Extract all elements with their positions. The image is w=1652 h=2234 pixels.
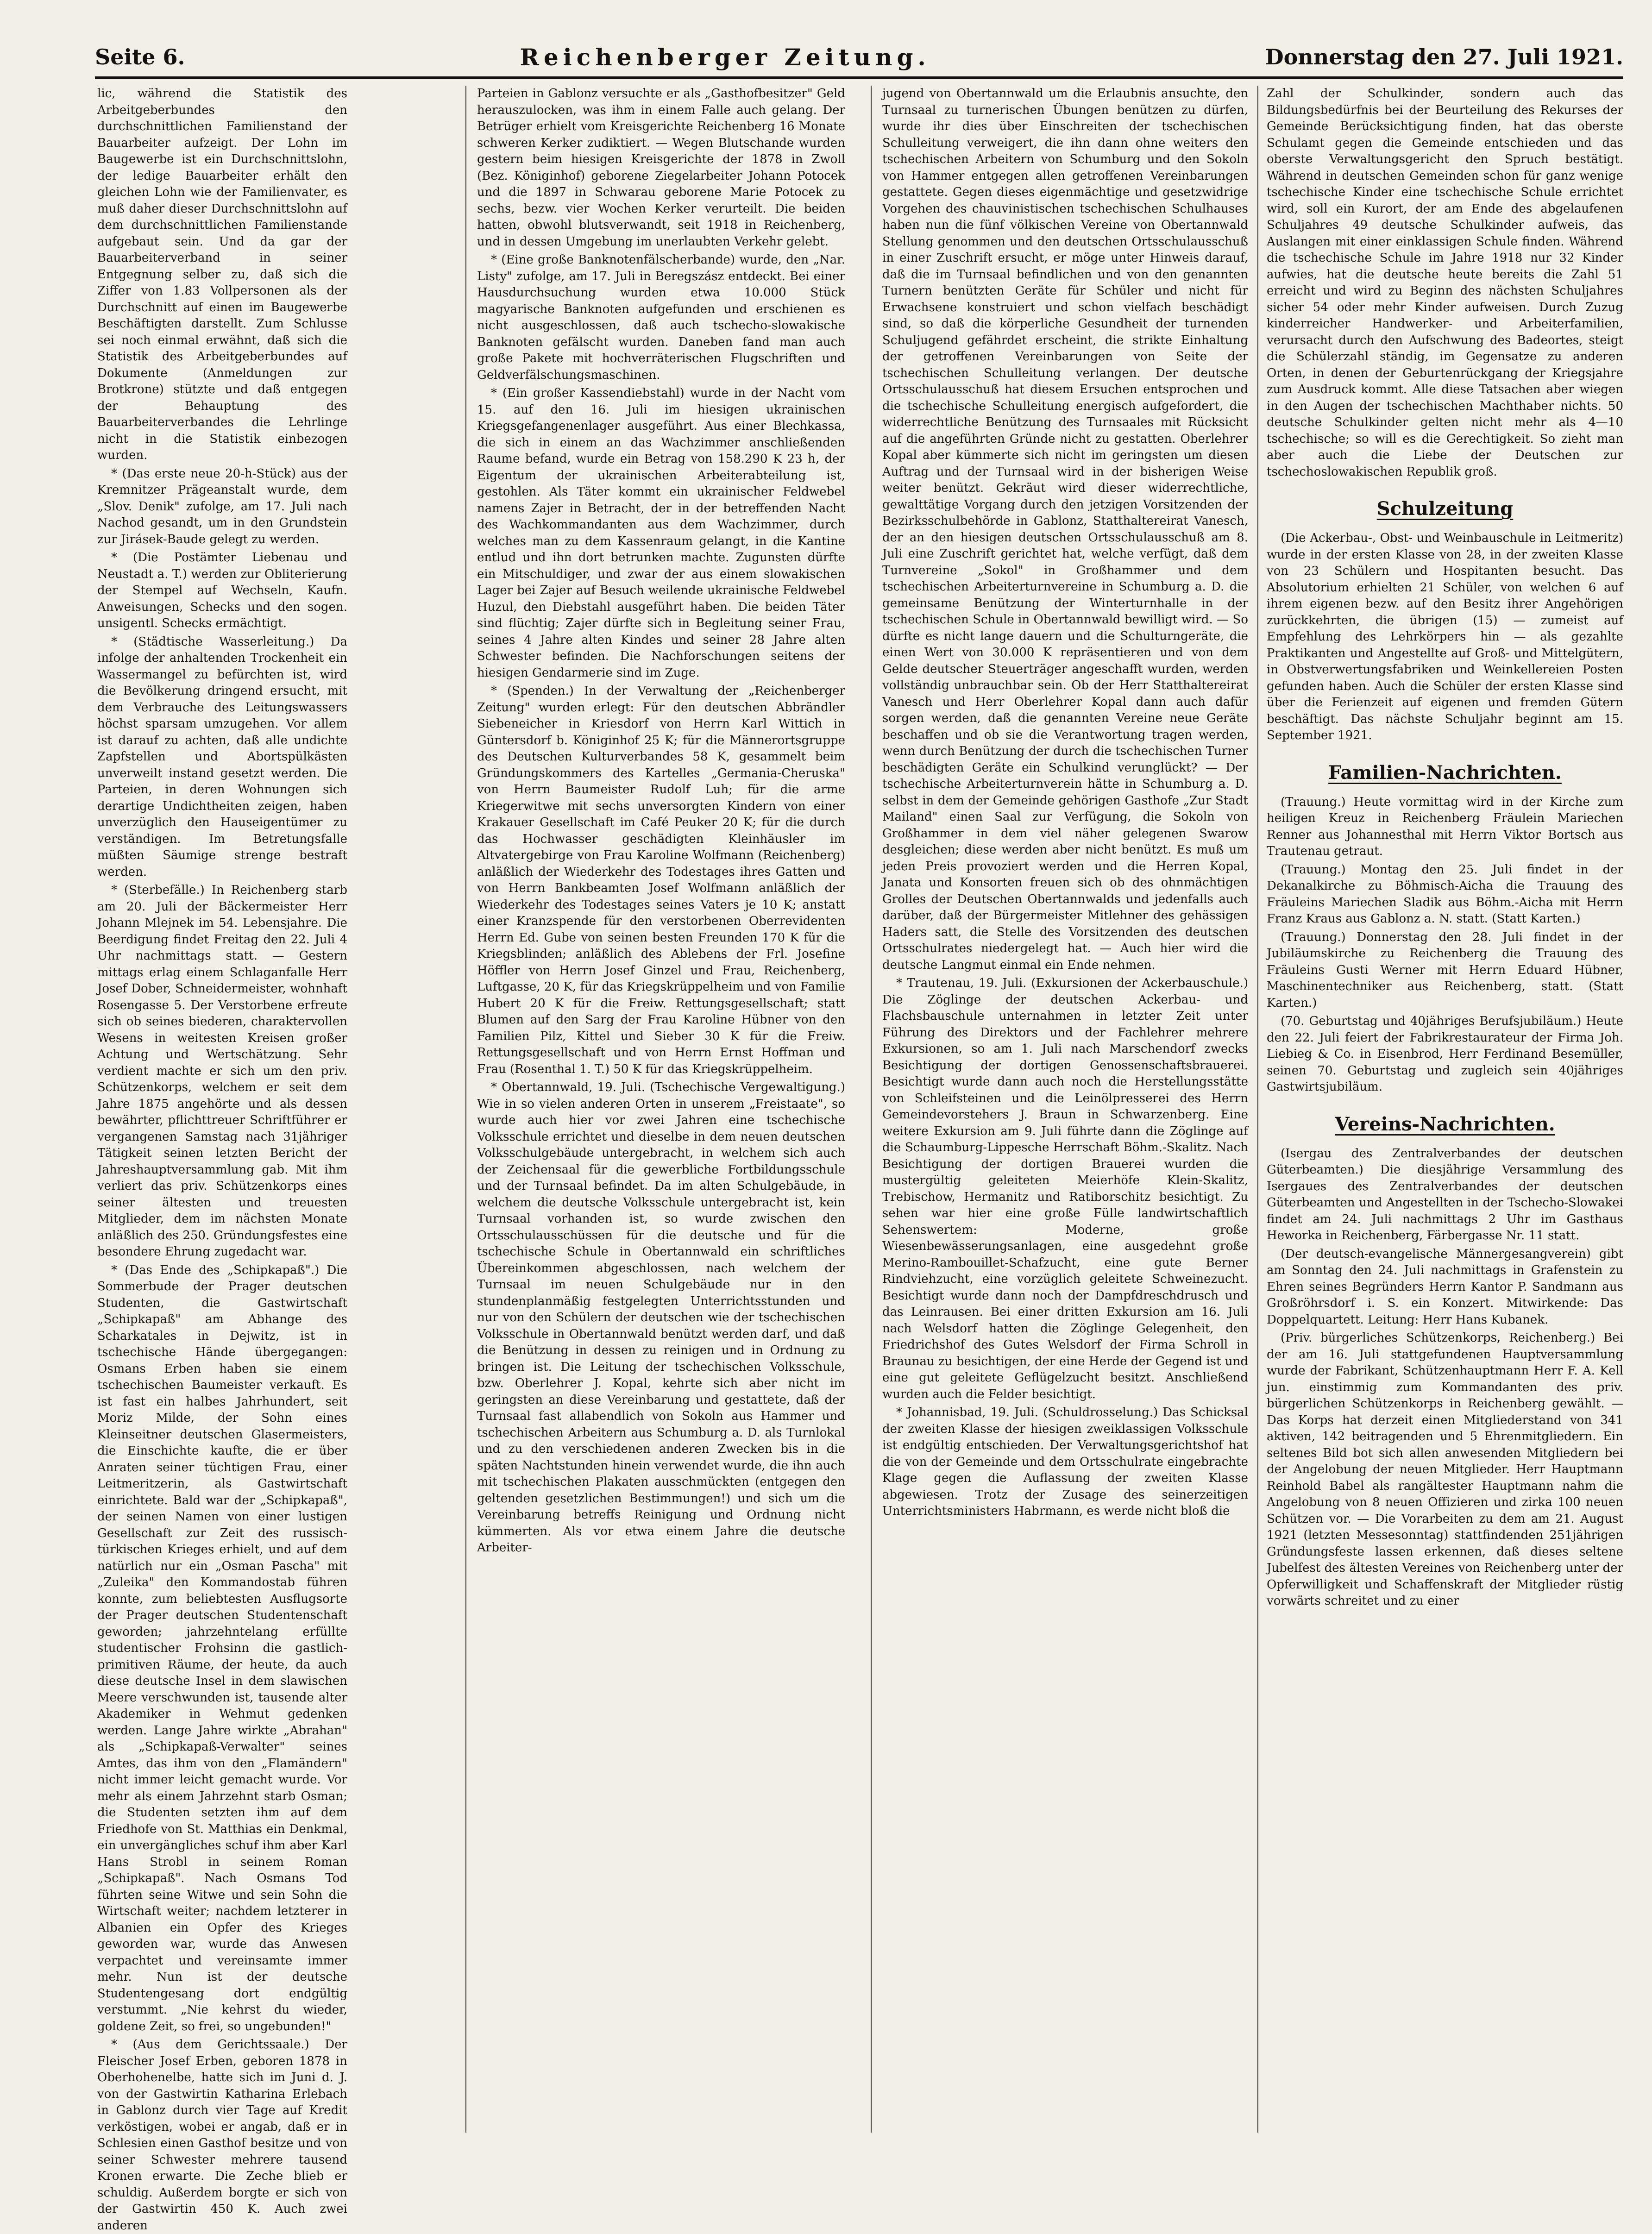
paragraph: (Isergau des Zentralverbandes der deutschen Güterbeamten.) Die diesjährige Versammlung des Isergaues des Zentralverbandes der deutschen Güterbeamten und Angestellten in der Tschecho-Slowakei findet am 24. Juli nachmittags 2 Uhr im Gasthaus Heworka in Reichenberg, Färbergasse Nr. 11 statt. — [1267, 1146, 1623, 1243]
paragraph: * (Sterbefälle.) In Reichenberg starb am 20. Juli der Bäckermeister Herr Johann Mlejnek im 54. Lebensjahre. Die Beerdigung findet Freitag den 22. Juli 4 Uhr nachmittags statt. — Gestern mittags erlag einem Schlaganfalle Herr Josef Dober, Schneidermeister, wohnhaft Rosengasse 5. Der Verstorbene erfreute sich ob seines biederen, charaktervollen Wesens in weitesten Kreisen großer Achtung und Wertschätzung. Sehr verdient machte er sich um den priv. Schützenkorps, welchem er seit dem Jahre 1875 angehörte und als dessen bewährter, pflichttreuer Schriftführer er vergangenen Samstag nach 31jähriger Tätigkeit seinen letzten Bericht der Jahreshauptversammlung gab. Mit ihm verliert das priv. Schützenkorps eines seiner ältesten und treuesten Mitglieder, dem im nächsten Monate anläßlich des 250. Gründungsfestes eine besondere Ehrung zugedacht war. — [97, 883, 347, 1259]
column-divider — [871, 86, 872, 2133]
paragraph: (Der deutsch-evangelische Männergesangverein) gibt am Sonntag den 24. Juli nachmittags in Grafenstein zu Ehren seines Begründers Herrn Kantor P. Sandmann aus Großröhrsdorf i. S. ein Konzert. Mitwirkende: Das Doppelquartett. Leitung: Herr Hans Kubanek. — [1267, 1247, 1623, 1327]
paragraph: (70. Geburtstag und 40jähriges Berufsjubiläum.) Heute den 22. Juli feiert der Fabrikrestaurateur der Firma Joh. Liebieg & Co. in Eisenbrod, Herr Ferdinand Besemüller, seinen 70. Geburtstag und zugleich sein 40jähriges Gastwirtsjubiläum. — [1267, 1014, 1623, 1094]
paragraph: * (Aus dem Gerichtssaale.) Der Fleischer Josef Erben, geboren 1878 in Oberhohenelbe, hatte sich im Juni d. J. von der Gastwirtin Katharina Erlebach in Gablonz durch vier Tage auf Kredit verköstigen, wobei er angab, daß er in Schlesien einen Gasthof besitze und von seiner Schwester mehrere tausend Kronen erwarte. Die Zeche blieb er schuldig. Außerdem borgte er sich von der Gastwirtin 450 K. Auch zwei anderen — [97, 2038, 347, 2233]
paragraph: (Trauung.) Heute vormittag wird in der Kirche zum heiligen Kreuz in Reichenberg Fräulein Mariechen Renner aus Johannesthal mit Herrn Viktor Bortsch aus Trautenau getraut. — [1267, 795, 1623, 858]
column-1 — [97, 86, 347, 2233]
paragraph: * (Das Ende des „Schipkapaß".) Die Sommerbude der Prager deutschen Studenten, die Gastwirtschaft „Schipkapaß" am Abhange des Scharkatales in Dejwitz, ist in tschechische Hände übergegangen: Osmans Erben haben sie einem tschechischen Baumeister verkauft. Es ist fast ein halbes Jahrhundert, seit Moriz Milde, der Sohn eines Kleinseitner deutschen Glasermeisters, die Einschichte kaufte, die er über Anraten seiner tüchtigen Frau, einer Leitmeritzerin, als Gastwirtschaft einrichtete. Bald war der „Schipkapaß", der seinen Namen von einer lustigen Gesellschaft zur Zeit des russisch-türkischen Krieges erhielt, und auf dem natürlich nur ein „Osman Pascha" mit „Zuleika" den Kommandostab führen konnte, zum beliebtesten Ausflugsorte der Prager deutschen Studentenschaft geworden; jahrzehntelang erfüllte studentischer Frohsinn die gastlich-primitiven Räume, der heute, da auch diese deutsche Insel in dem slawischen Meere verschwunden ist, tausende alter Akademiker in Wehmut gedenken werden. Lange Jahre wirkte „Abrahan" als „Schipkapaß-Verwalter" seines Amtes, das ihm von den „Flamändern" nicht immer leicht gemacht wurde. Vor mehr als einem Jahrzehnt starb Osman; die Studenten setzten ihm auf dem Friedhofe von St. Matthias ein Denkmal, ein unvergängliches schuf ihm aber Karl Hans Strobl in seinem Roman „Schipkapaß". Nach Osmans Tod führten seine Witwe und sein Sohn die Wirtschaft weiter; nachdem letzterer in Albanien ein Opfer des Krieges geworden war, wurde das Anwesen verpachtet und vereinsamte immer mehr. Nun ist der deutsche Studentengesang dort endgültig verstummt. „Nie kehrst du wieder, goldene Zeit, so frei, so ungebunden!" — [97, 1263, 347, 2033]
paragraph: * (Das erste neue 20-h-Stück) aus der Kremnitzer Prägeanstalt wurde, dem „Slov. Denik" zufolge, am 17. Juli nach Nachod gesandt, um in den Grundstein zur Jirásek-Baude gelegt zu werden. — [97, 466, 347, 546]
paragraph: * (Spenden.) In der Verwaltung der „Reichenberger Zeitung" wurden erlegt: Für den deutschen Abbrändler Siebeneicher in Kriesdorf von Herrn Karl Wittich in Güntersdorf b. Königinhof 25 K; für die Männerortsgruppe des Deutschen Kulturverbandes 58 K, gesammelt beim Gründungskommers des Kartelles „Germania-Cheruska" von Herrn Baumeister Rudolf Luh; für die arme Kriegerwitwe mit sechs unversorgten Kindern von einer Krakauer Gesellschaft im Café Peuker 20 K; für die durch das Hochwasser geschädigten Kleinhäusler im Altvatergebirge von Frau Karoline Wolfmann (Reichenberg) anläßlich der Wiederkehr des Todestages ihres Gatten und von Herrn Bankbeamten Josef Wolfmann anläßlich der Wiederkehr des Todestages seines Vaters je 10 K; anstatt einer Kranzspende für den verstorbenen Oberrevidenten Herrn Ed. Gube von seinen besten Freunden 170 K für die Kriegsblinden; anläßlich des Ablebens der Frl. Josefine Höffler von Herrn Josef Ginzel und Frau, Reichenberg, Luftgasse, 20 K, für das Kriegskrüppelheim und von Familie Hubert 20 K für die Freiw. Rettungsgesellschaft; statt Blumen auf den Sarg der Frau Karoline Hübner von den Familien Pilz, Kittel und Sieber 30 K für die Freiw. Rettungsgesellschaft und von Herrn Ernst Hoffman und Frau (Rosenthal 1. T.) 50 K für das Kriegskrüppelheim. — [477, 684, 845, 1076]
paragraph: * (Eine große Banknotenfälscherbande) wurde, den „Nar. Listy" zufolge, am 17. Juli in Beregszász entdeckt. Bei einer Hausdurchsuchung wurden etwa 10.000 Stück magyarische Banknoten aufgefunden und erschienen es nicht ausgeschlossen, daß auch tschecho-slowakische Banknoten gefälscht wurden. Daneben fand man auch große Pakete mit hochverräterischen Flugschriften und Geldverfälschungsmaschinen. — [477, 253, 845, 382]
paragraph: * Johannisbad, 19. Juli. (Schuldrosselung.) Das Schicksal der zweiten Klasse der hiesigen zweiklassigen Volksschule ist endgültig entschieden. Der Verwaltungsgerichtshof hat die von der Gemeinde und dem Ortsschulrate eingebrachte Klage gegen die Auflassung der zweiten Klasse abgewiesen. Trotz der Zusage des seinerzeitigen Unterrichtsministers Habrmann, es werde nicht bloß die — [882, 1406, 1248, 1518]
column-divider — [465, 86, 466, 2133]
paragraph: * Trautenau, 19. Juli. (Exkursionen der Ackerbauschule.) Die Zöglinge der deutschen Ackerbau- und Flachsbauschule unternahmen in letzter Zeit unter Führung des Direktors und der Fachlehrer mehrere Exkursionen, so am 1. Juli nach Marschendorf zwecks Besichtigung der dortigen Genossenschaftsbrauerei. Besichtigt wurde dann auch noch die Herstellungsstätte von Schleifsteinen und die Leinölpresserei des Herrn Gemeindevorstehers J. Braun in Schwarzenberg. Eine weitere Exkursion am 9. Juli führte dann die Zöglinge auf die Schaumburg-Lippesche Herrschaft Böhm.-Skalitz. Nach Besichtigung der dortigen Brauerei wurden die mustergültig geleiteten Meierhöfe Klein-Skalitz, Trebischow, Hermanitz und Ratiborschitz besichtigt. Zu sehen war hier eine große Fülle landwirtschaftlich Sehenswertem: Moderne, große Wiesenbewässerungsanlagen, eine ausgedehnt große Merino-Rambouillet-Schafzucht, eine gute Berner Rindviehzucht, eine vorzüglich geleitete Schweinezucht. Besichtigt wurde dann noch der Dampfdreschdrusch und das Leinrausen. Bei einer dritten Exkursion am 16. Juli nach Welsdorf hatten die Zöglinge Gelegenheit, den Friedrichshof des Gutes Welsdorf der Firma Schroll in Braunau zu besichtigen, der eine Herde der Gegend ist und eine gut geleitete Geflügelzucht besitzt. Anschließend wurden auch die Felder besichtigt. — [882, 976, 1248, 1401]
paragraph: (Trauung.) Montag den 25. Juli findet in der Dekanalkirche zu Böhmisch-Aicha die Trauung des Fräuleins Mariechen Sladik aus Böhm.-Aicha mit Herrn Franz Kraus aus Gablonz a. N. statt. (Statt Karten.) — [1267, 862, 1623, 926]
paragraph: * (Städtische Wasserleitung.) Da infolge der anhaltenden Trockenheit ein Wassermangel zu befürchten ist, wird die Bevölkerung dringend ersucht, mit dem Verbrauche des Leitungswassers höchst sparsam umzugehen. Vor allem ist darauf zu achten, daß alle undichte Zapfstellen und Abortspülkästen unverweilt instand gesetzt werden. Die Parteien, in deren Wohnungen sich derartige Undichtheiten zeigen, haben unverzüglich den Hauseigentümer zu verständigen. Im Betretungsfalle müßten Säumige strenge bestraft werden. — [97, 634, 347, 879]
paragraph: Parteien in Gablonz versuchte er als „Gasthofbesitzer" Geld herauszulocken, was ihm in einem Falle auch gelang. Der Betrüger erhielt vom Kreisgerichte Reichenberg 16 Monate schweren Kerker zudiktiert. — Wegen Blutschande wurden gestern beim hiesigen Kreisgerichte der 1878 in Zwoll (Bez. Königinhof) geborene Ziegelarbeiter Johann Potocek und die 1897 in Schwarau geborene Marie Potocek zu sechs, bezw. vier Wochen Kerker verurteilt. Die beiden hatten, obwohl blutsverwandt, seit 1918 in Reichenberg, und in dessen Umgebung im unerlaubten Verkehr gelebt. — [477, 87, 845, 249]
column-3 — [882, 86, 1248, 2133]
issue-date: Donnerstag den 27. Juli 1921. — [1265, 44, 1623, 69]
paragraph: (Priv. bürgerliches Schützenkorps, Reichenberg.) Bei der am 16. Juli stattgefundenen Hauptversammlung wurde der Fabrikant, Schützenhauptmann Herr F. A. Kell jun. einstimmig zum Kommandanten des priv. bürgerlichen Schützenkorps in Reichenberg gewählt. — Das Korps hat derzeit einen Mitgliederstand von 341 aktiven, 142 beitragenden und 5 Ehrenmitgliedern. Ein seltenes Bild bot sich allen anwesenden Mitgliedern bei der Angelobung der neuen Mitglieder. Herr Hauptmann Reinhold Babel als rangältester Hauptmann nahm die Angelobung von 8 neuen Offizieren und zirka 100 neuen Schützen vor. — Die Vorarbeiten zu dem am 21. August 1921 (letzten Messesonntag) stattfindenden 251jährigen Gründungsfeste lassen erkennen, daß dieses seltene Jubelfest des ältesten Vereines von Reichenberg unter der Opferwilligkeit und Schaffenskraft der Mitglieder rüstig vorwärts schreitet und zu einer — [1267, 1331, 1623, 1608]
masthead-rule — [95, 76, 1623, 79]
paragraph: * Obertannwald, 19. Juli. (Tschechische Vergewaltigung.) Wie in so vielen anderen Orten in unserem „Freistaate", so wurde auch hier vor zwei Jahren eine tschechische Volksschule errichtet und dieselbe in dem neuen deutschen Volksschulgebäude untergebracht, in welchem sich auch der Zeichensaal für die gewerbliche Fortbildungsschule und der Turnsaal befindet. Da im alten Schulgebäude, in welchem die deutsche Volksschule untergebracht ist, kein Turnsaal vorhanden ist, so wurde zwischen den Ortsschulausschüssen für die deutsche und für die tschechische Schule in Obertannwald ein schriftliches Übereinkommen abgeschlossen, nach welchem der Turnsaal im neuen Schulgebäude nur in den stundenplanmäßig festgelegten Unterrichtsstunden und nur von den Schülern der deutschen wie der tschechischen Volksschule in Obertannwald benützt werden darf, und daß die Benützung in dessen zu reinigen und in Ordnung zu bringen ist. Die Leitung der tschechischen Volksschule, bzw. Oberlehrer J. Kopal, kehrte sich aber nicht im geringsten an diese Vereinbarung und gestattete, daß der Turnsaal fast allabendlich von Sokoln aus Hammer und tschechischen Arbeitern aus Schumburg a. D. als Turnlokal und zu den verschiedenen anderen Zwecken bis in die späten Nachtstunden hinein verwendet wurde, die ihn auch mit tschechischen Plakaten ausschmückten (entgegen den geltenden gesetzlichen Bestimmungen!) und sich um die Vereinbarung betreffs Reinigung und Ordnung nicht kümmerten. Als vor etwa einem Jahre die deutsche Arbeiter- — [477, 1080, 845, 1555]
page-number: Seite 6. — [95, 44, 185, 69]
paragraph: (Trauung.) Donnerstag den 28. Juli findet in der Jubiläumskirche zu Reichenberg die Trauung des Fräuleins Gusti Werner mit Herrn Eduard Hübner, Maschinentechniker aus Reichenberg, statt. (Statt Karten.) — [1267, 930, 1623, 1010]
masthead — [95, 41, 1623, 73]
column-2 — [477, 86, 845, 2133]
paragraph: * (Ein großer Kassendiebstahl) wurde in der Nacht vom 15. auf den 16. Juli im hiesigen ukrainischen Kriegsgefangenenlager ausgeführt. Aus einer Blechkassa, die sich in einem an das Wachzimmer anschließenden Raume befand, wurde ein Betrag von 158.290 K 23 h, der Eigentum der ukrainischen Arbeiterabteilung ist, gestohlen. Als Täter kommt ein ukrainischer Feldwebel namens Zajer in Betracht, der in der betreffenden Nacht des Wachkommandanten aus dem Wachzimmer, durch welches man zu dem Kassenraum gelangt, in die Kantine entlud und ihn dort betrunken machte. Zugunsten dürfte ein Mitschuldiger, und zwar der aus einem slowakischen Lager bei Zajer auf Besuch weilende ukrainische Feldwebel Huzul, den Diebstahl ausgeführt haben. Die beiden Täter sind flüchtig; Zajer dürfte sich in Begleitung seiner Frau, seines 4 Jahre alten Kindes und seiner 28 Jahre alten Schwester befinden. Die Nachforschungen seitens der hiesigen Gendarmerie sind im Zuge. — [477, 386, 845, 680]
section-heading-clubs: Vereins-Nachrichten. — [1335, 1113, 1555, 1135]
paragraph: lic, während die Statistik des Arbeitgeberbundes den durchschnittlichen Familienstand der Bauarbeiter aufzeigt. Der Lohn im Baugewerbe ist ein Durchschnittslohn, der ledige Bauarbeiter erhält den gleichen Lohn wie der Familienvater, es muß daher dieser Durchschnittslohn auf dem durchschnittlichen Familienstande aufgebaut sein. Und da gar der Bauarbeiterverband in seiner Entgegnung selber zu, daß sich die Ziffer von 1.83 Vollpersonen als der Durchschnitt auf einen im Baugewerbe Beschäftigten darstellt. Zum Schlusse sei noch einmal erwähnt, daß sich die Statistik des Arbeitgeberbundes auf Dokumente (Anmeldungen zur Brotkrone) stützte und daß entgegen der Behauptung des Bauarbeiterverbandes die Lehrlinge nicht in die Statistik einbezogen wurden. — [97, 87, 347, 462]
column-4 — [1267, 86, 1623, 2133]
paragraph: * (Die Postämter Liebenau und Neustadt a. T.) werden zur Obliterierung der Stempel auf Wechseln, Kaufn. Anweisungen, Schecks und den sogen. unsigentl. Schecks ermächtigt. — [97, 551, 347, 630]
column-divider — [1257, 86, 1258, 2133]
section-heading-school: Schulzeitung — [1376, 498, 1514, 520]
paragraph: (Die Ackerbau-, Obst- und Weinbauschule in Leitmeritz) wurde in der ersten Klasse von 28, in der zweiten Klasse von 23 Schülern und Hospitanten besucht. Das Absolutorium erhielten 21 Schüler, von welchen 6 auf ihrem eigenen bezw. auf den Besitz ihrer Angehörigen zurückkehrten, die übrigen (15) — zumeist auf Empfehlung des Lehrkörpers hin — als gezahlte Praktikanten und Angestellte auf Groß- und Mittelgütern, in Obstverwertungsfabriken und Weinkellereien Posten gefunden haben. Auch die Schüler der ersten Klasse sind über die Ferienzeit auf eigenen und fremden Gütern beschäftigt. Das nächste Schuljahr beginnt am 15. September 1921. — [1267, 531, 1623, 742]
paragraph: Zahl der Schulkinder, sondern auch das Bildungsbedürfnis bei der Beurteilung des Rekurses der Gemeinde Berücksichtigung finden, hat das oberste Schulamt gegen die Gemeinde entschieden und das oberste Verwaltungsgericht den Spruch bestätigt. Während in deutschen Gemeinden schon für ganz wenige tschechische Kinder eine tschechische Schule errichtet wird, soll ein Kurort, der am Ende des abgelaufenen Schuljahres 49 deutsche Schulkinder aufweis, das Auslangen mit einer einklassigen Schule finden. Während die tschechische Schule im Jahre 1918 nur 32 Kinder aufwies, hat die deutsche heute bereits die Zahl 51 erreicht und wird zu Beginn des nächsten Schuljahres sicher 54 oder mehr Kinder aufweisen. Durch Zuzug kinderreicher Handwerker- und Arbeiterfamilien, verursacht durch den Aufschwung des Badeortes, steigt die Schülerzahl ständig, im Gegensatze zu anderen Orten, in denen der Geburtenrückgang der Kriegsjahre zum Ausdruck kommt. Alle diese Tatsachen aber wiegen in den Augen der tschechischen Machthaber nichts. 50 deutsche Schulkinder gelten nicht mehr als 4—10 tschechische; so will es die Gerechtigkeit. So zieht man aber auch die Liebe der Deutschen zur tschechoslowakischen Republik groß. — [1267, 87, 1623, 479]
section-heading-family: Familien-Nachrichten. — [1328, 761, 1562, 784]
paragraph: jugend von Obertannwald um die Erlaubnis ansuchte, den Turnsaal zu turnerischen Übungen benützen zu dürfen, wurde ihr dies über Einschreiten der tschechischen Schulleitung verweigert, die ihn dann ohne weiters den tschechischen Arbeitern von Schumburg und den Sokoln von Hammer entgegen allen getroffenen Vereinbarungen gestattete. Gegen dieses eigenmächtige und gesetzwidrige Vorgehen des chauvinistischen tschechischen Schulhauses haben nun die fünf völkischen Vereine von Obertannwald Stellung genommen und den deutschen Ortsschulausschuß in einer Zuschrift ersucht, er möge unter Hinweis darauf, daß die im Turnsaal befindlichen und von den genannten Turnern benützten Geräte für Schüler und nicht für Erwachsene konstruiert und schon vielfach beschädigt sind, so daß die körperliche Gesundheit der turnenden Schuljugend gefährdet erscheint, die strikte Einhaltung der getroffenen Vereinbarungen von Seite der tschechischen Schulleitung verlangen. Der deutsche Ortsschulausschuß hat diesem Ersuchen entsprochen und die tschechische Schulleitung energisch aufgefordert, die widerrechtliche Benützung des Turnsaales mit Rücksicht auf die angeführten Gründe nicht zu gestatten. Oberlehrer Kopal aber kümmerte sich nicht im geringsten um diesen Auftrag und der Turnsaal wird in der bisherigen Weise weiter benützt. Gekräut wird dieser widerrechtliche, gewalttätige Vorgang durch den jetzigen Vorsitzenden der Bezirksschulbehörde in Gablonz, Statthaltereirat Vanesch, der an den hiesigen deutschen Ortsschulausschuß am 8. Juli eine Zuschrift gerichtet hat, welche verfügt, daß dem Turnvereine „Sokol" in Großhammer und dem tschechischen Arbeiterturnvereine in Schumburg a. D. die gemeinsame Benützung der Winterturnhalle in der tschechischen Schule in Obertannwald bewilligt wird. — So dürfte es nicht lange dauern und die Schulturngeräte, die einen Wert von 30.000 K repräsentieren und von dem Gelde deutscher Steuerträger angeschafft wurden, werden vollständig unbrauchbar sein. Ob der Herr Statthaltereirat Vanesch und Herr Oberlehrer Kopal dann auch dafür sorgen werden, daß die genannten Vereine neue Geräte beschaffen und ob sie die Verantwortung tragen werden, wenn durch Benützung der durch die tschechischen Turner beschädigten Geräte ein Schulkind verunglückt? — Der tschechische Arbeiterturnverein hätte in Schumburg a. D. selbst in dem der Gemeinde gehörigen Gasthofe „Zur Stadt Mailand" einen Saal zur Verfügung, die Sokoln von Großhammer in dem viel näher gelegenen Swarow desgleichen; diese werden aber nicht benützt. Es muß um jeden Preis provoziert werden und die Herren Kopal, Janata und Konsorten freuen sich ob des ohnmächtigen Grolles der Deutschen Obertannwalds und jedenfalls auch darüber, daß der Bürgermeister Mitlehner des gehässigen Haders satt, die Stelle des Vorsitzenden des deutschen Ortsschulrates niedergelegt hat. — Auch hier wird die deutsche Langmut einmal ein Ende nehmen. — [882, 87, 1248, 972]
newspaper-title: Reichenberger Zeitung. — [520, 43, 930, 71]
